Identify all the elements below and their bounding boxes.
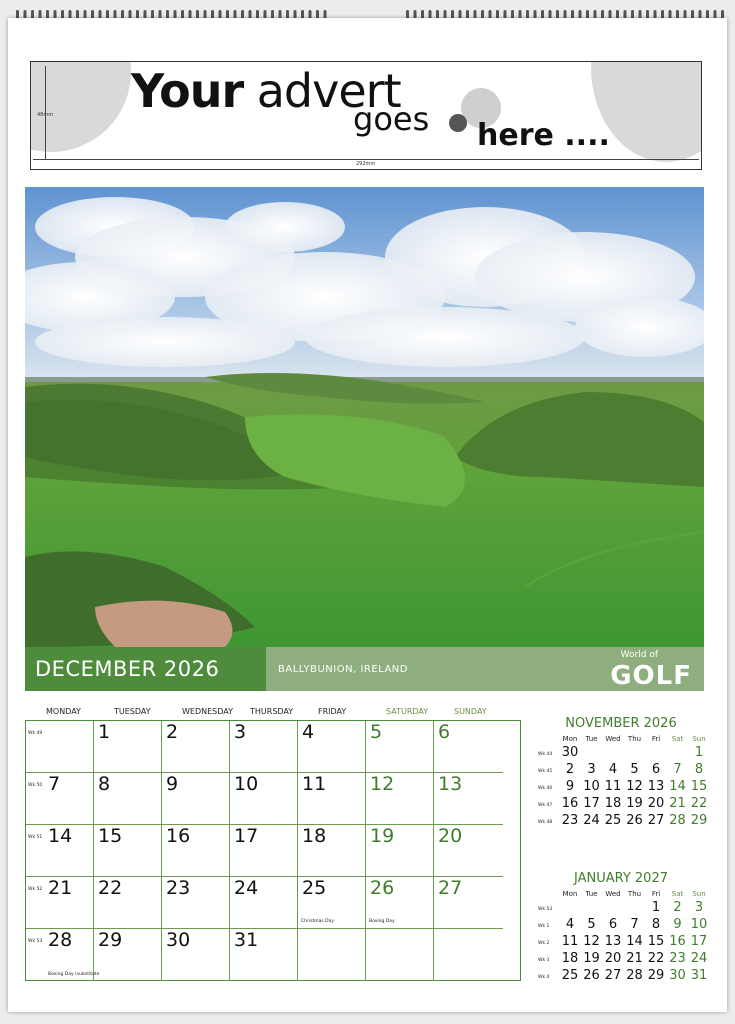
mini-day-number: 12 <box>626 779 643 794</box>
mini-day-number: 19 <box>583 951 600 966</box>
day-cell <box>230 773 298 825</box>
mini-weekday-header: Thu <box>627 735 642 743</box>
mini-day-number: 3 <box>694 900 704 915</box>
mini-day-number: 9 <box>673 917 682 932</box>
day-cell <box>162 929 230 981</box>
mini-weekday-header: Mon <box>562 890 578 898</box>
mini-day-number: 29 <box>647 968 665 983</box>
day-cell <box>434 825 503 877</box>
mini-weekday-header: Fri <box>651 890 661 898</box>
day-cell <box>26 929 100 981</box>
week-number: Wk 52 <box>28 887 43 892</box>
advert-headline: Your advert <box>131 64 401 118</box>
mini-day-number: 29 <box>690 813 708 828</box>
mini-day-number: 30 <box>561 745 579 760</box>
mini-day-number: 27 <box>647 813 665 828</box>
mini-weekday-header: Mon <box>562 735 578 743</box>
day-number: 5 <box>370 721 383 743</box>
mini-week-number: Wk 46 <box>538 786 553 791</box>
day-cell <box>230 929 298 981</box>
mini-weekday-header: Sat <box>671 890 684 898</box>
day-cell <box>230 877 298 929</box>
mini-day-number: 11 <box>604 779 622 794</box>
mini-day-number: 24 <box>690 951 708 966</box>
advert-line-3: here .... <box>477 118 610 153</box>
day-number: 6 <box>438 721 451 743</box>
mini-weekday-header: Tue <box>585 890 598 898</box>
mini-day-number: 21 <box>626 951 643 966</box>
mini-weekday-header: Wed <box>605 735 621 743</box>
day-cell <box>230 825 298 877</box>
day-number: 24 <box>234 877 259 899</box>
mini-day-number: 5 <box>630 762 639 777</box>
day-number: 13 <box>438 773 463 795</box>
day-cell <box>298 929 366 981</box>
mini-day-number: 11 <box>561 934 579 949</box>
day-number: 23 <box>166 877 191 899</box>
mini-day-number: 27 <box>604 968 622 983</box>
day-number: 22 <box>98 877 123 899</box>
logo-subtitle: World of <box>620 650 658 660</box>
week-number: Wk 50 <box>28 783 43 788</box>
mini-weekday-header: Tue <box>585 735 598 743</box>
day-number: 3 <box>234 721 247 743</box>
day-number: 2 <box>166 721 179 743</box>
day-cell <box>94 773 162 825</box>
day-number: 26 <box>370 877 395 899</box>
day-cell <box>94 825 162 877</box>
mini-day-number: 16 <box>561 796 579 811</box>
day-number: 21 <box>48 877 73 899</box>
day-number: 9 <box>166 773 179 795</box>
day-cell <box>26 773 94 825</box>
day-number: 27 <box>438 877 463 899</box>
mini-week-number: Wk 45 <box>538 769 553 774</box>
mini-day-number: 4 <box>608 762 618 777</box>
mini-day-number: 22 <box>690 796 708 811</box>
day-number: 30 <box>166 929 191 951</box>
mini-day-number: 15 <box>647 934 665 949</box>
weekday-header: THURSDAY <box>250 707 294 716</box>
mini-day-number: 28 <box>626 968 643 983</box>
mini-day-number: 6 <box>651 762 661 777</box>
mini-week-number: Wk 4 <box>538 975 550 980</box>
day-cell <box>434 721 503 773</box>
mini-calendar-title: NOVEMBER 2026 <box>565 716 677 731</box>
mini-day-number: 17 <box>583 796 600 811</box>
mini-day-number: 26 <box>626 813 643 828</box>
mini-day-number: 13 <box>647 779 665 794</box>
mini-weekday-header: Thu <box>627 890 642 898</box>
day-number: 11 <box>302 773 327 795</box>
mini-day-number: 8 <box>651 917 661 932</box>
mini-day-number: 2 <box>565 762 575 777</box>
weekday-header: TUESDAY <box>114 707 151 716</box>
day-number: 10 <box>234 773 259 795</box>
day-cell <box>94 929 162 981</box>
day-number: 28 <box>48 929 73 951</box>
day-cell <box>162 825 230 877</box>
weekday-header: SATURDAY <box>386 707 429 716</box>
day-number: 15 <box>98 825 123 847</box>
weekday-header: FRIDAY <box>318 707 347 716</box>
mini-day-number: 5 <box>587 917 596 932</box>
day-number: 7 <box>48 773 61 795</box>
holiday-label: Boxing Day (substitute <box>48 972 100 977</box>
mini-day-number: 22 <box>647 951 665 966</box>
width-label: 292mm <box>356 161 376 167</box>
mini-weekday-header: Sun <box>692 890 706 898</box>
day-number: 17 <box>234 825 259 847</box>
mini-day-number: 7 <box>630 917 639 932</box>
mini-calendar-title: JANUARY 2027 <box>574 871 668 886</box>
mini-day-number: 13 <box>604 934 622 949</box>
day-number: 20 <box>438 825 463 847</box>
mini-day-number: 3 <box>587 762 596 777</box>
mini-day-number: 18 <box>561 951 579 966</box>
mini-day-number: 25 <box>561 968 579 983</box>
mini-weekday-header: Sun <box>692 735 706 743</box>
mini-day-number: 9 <box>565 779 575 794</box>
month-grid <box>25 720 521 981</box>
mini-calendar <box>536 871 706 983</box>
mini-day-number: 4 <box>565 917 575 932</box>
mini-day-number: 24 <box>583 813 600 828</box>
height-label: 48mm <box>37 112 54 118</box>
day-cell <box>162 721 230 773</box>
day-cell <box>26 877 94 929</box>
day-number: 29 <box>98 929 123 951</box>
holiday-label: Boxing Day <box>369 919 395 924</box>
day-cell <box>162 773 230 825</box>
mini-week-number: Wk 1 <box>538 924 550 929</box>
day-cell <box>94 721 162 773</box>
mini-day-number: 2 <box>673 900 682 915</box>
holiday-label: Christmas Day <box>301 919 335 924</box>
day-number: 31 <box>234 929 259 951</box>
day-cell <box>298 721 366 773</box>
golf-course-photo <box>25 187 704 647</box>
day-cell <box>298 773 366 825</box>
day-cell <box>366 929 434 981</box>
mini-week-number: Wk 2 <box>538 941 550 946</box>
week-number: Wk 49 <box>28 731 43 736</box>
day-cell <box>230 721 298 773</box>
mini-day-number: 1 <box>694 745 704 760</box>
day-cell <box>434 877 503 929</box>
photo-location: BALLYBUNION, IRELAND <box>266 647 704 691</box>
mini-day-number: 14 <box>626 934 643 949</box>
mini-day-number: 19 <box>626 796 643 811</box>
day-cell <box>366 773 434 825</box>
mini-day-number: 25 <box>604 813 622 828</box>
decorative-dot <box>449 114 467 132</box>
week-number: Wk 51 <box>28 835 43 840</box>
day-number: 8 <box>98 773 111 795</box>
mini-day-number: 28 <box>669 813 686 828</box>
day-cell <box>366 825 434 877</box>
day-cell <box>434 773 503 825</box>
day-cell <box>434 929 503 981</box>
weekday-header: MONDAY <box>46 707 81 716</box>
mini-day-number: 12 <box>583 934 600 949</box>
weekday-header: WEDNESDAY <box>182 707 233 716</box>
mini-day-number: 18 <box>604 796 622 811</box>
day-number: 12 <box>370 773 395 795</box>
month-banner <box>25 647 704 691</box>
mini-day-number: 15 <box>690 779 708 794</box>
day-cell <box>26 721 94 773</box>
weekday-header: SUNDAY <box>454 707 487 716</box>
mini-week-number: Wk 53 <box>538 907 553 912</box>
day-number: 18 <box>302 825 327 847</box>
day-cell <box>26 825 94 877</box>
mini-day-number: 21 <box>669 796 686 811</box>
mini-day-number: 23 <box>561 813 579 828</box>
day-cell <box>366 721 434 773</box>
mini-day-number: 7 <box>673 762 682 777</box>
mini-day-number: 20 <box>647 796 665 811</box>
mini-week-number: Wk 3 <box>538 958 550 963</box>
width-dimension-line <box>33 159 699 160</box>
day-number: 14 <box>48 825 73 847</box>
mini-day-number: 1 <box>651 900 661 915</box>
week-number: Wk 53 <box>28 939 43 944</box>
day-number: 19 <box>370 825 395 847</box>
month-title: DECEMBER 2026 <box>25 647 266 691</box>
mini-day-number: 16 <box>669 934 686 949</box>
day-cell <box>298 877 366 929</box>
mini-week-number: Wk 48 <box>538 820 553 825</box>
mini-day-number: 31 <box>690 968 708 983</box>
mini-day-number: 10 <box>690 917 708 932</box>
mini-day-number: 8 <box>694 762 704 777</box>
mini-weekday-header: Sat <box>671 735 684 743</box>
day-number: 4 <box>302 721 315 743</box>
mini-calendar <box>536 716 706 828</box>
mini-day-number: 23 <box>669 951 686 966</box>
day-cell <box>162 877 230 929</box>
advert-line-2: goes <box>353 100 430 138</box>
day-number: 16 <box>166 825 191 847</box>
mini-day-number: 30 <box>669 968 686 983</box>
mini-day-number: 17 <box>690 934 708 949</box>
day-cell <box>94 877 162 929</box>
mini-day-number: 26 <box>583 968 600 983</box>
day-cell <box>366 877 434 929</box>
mini-day-number: 6 <box>608 917 618 932</box>
advert-placeholder <box>30 61 702 170</box>
mini-day-number: 10 <box>583 779 600 794</box>
mini-week-number: Wk 44 <box>538 752 553 757</box>
mini-weekday-header: Fri <box>651 735 661 743</box>
day-number: 25 <box>302 877 327 899</box>
mini-weekday-header: Wed <box>605 890 621 898</box>
day-number: 1 <box>98 721 111 743</box>
mini-day-number: 20 <box>604 951 622 966</box>
day-cell <box>298 825 366 877</box>
mini-day-number: 14 <box>669 779 686 794</box>
world-of-golf-logo: GOLF <box>610 661 692 691</box>
mini-week-number: Wk 47 <box>538 803 553 808</box>
